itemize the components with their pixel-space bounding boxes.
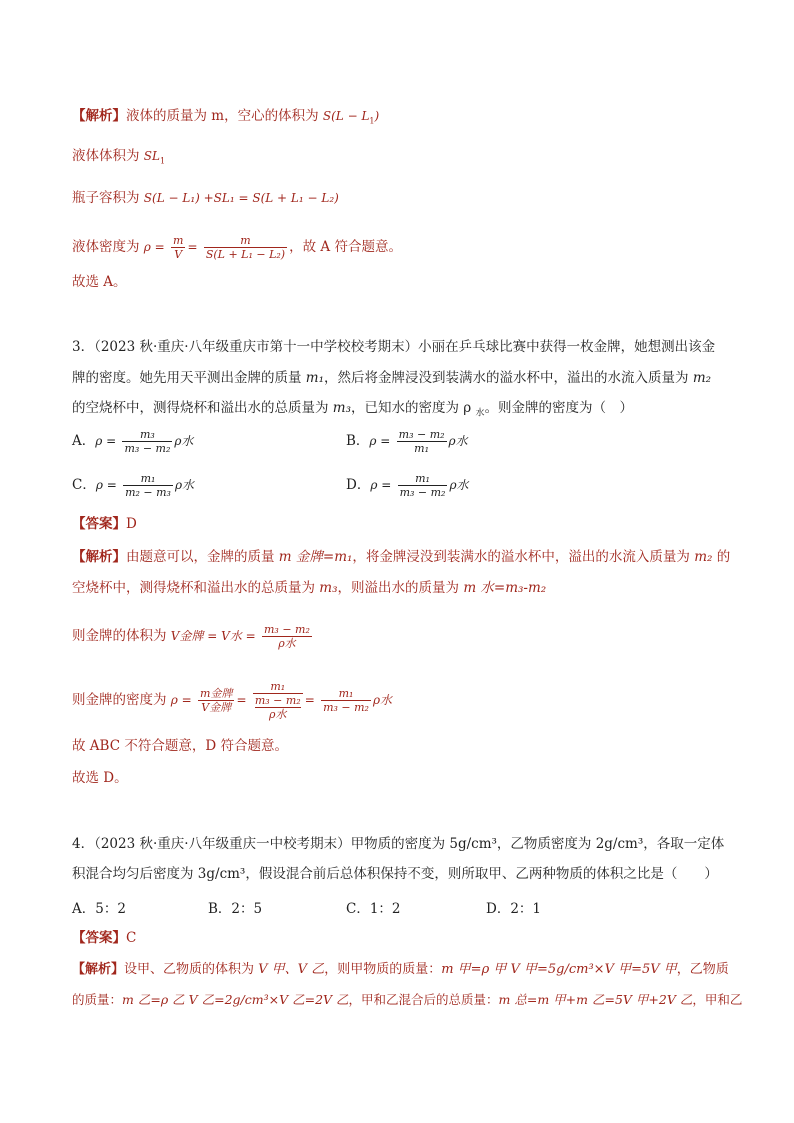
- q3-stem-line-3: 的空烧杯中，测得烧杯和溢出水的总质量为 m₃，已知水的密度为 ρ $_水$。则金牌的密度为（ ）: [72, 400, 634, 419]
- q3-option-d[interactable]: D．ρ = $\frac{\text{m₁}}{\text{m₃ − m₂}}$ ρ水: [346, 472, 469, 499]
- analysis-line-1: 【解析】液体的质量为 m，空心的体积为 $S(L - L_1)$: [72, 108, 380, 126]
- q3-analysis-line-1: 【解析】由题意可以，金牌的质量 m 金牌=m₁，将金牌浸没到装满水的溢水杯中，溢出的水流入质量为 m₂ 的: [72, 549, 731, 565]
- q3-answer: 【答案】D: [72, 516, 137, 532]
- q3-option-b[interactable]: B．ρ = $\frac{\text{m₃ − m₂}}{\text{m₁}}$ ρ水: [346, 428, 468, 455]
- analysis-conclusion: 故选 A。: [72, 274, 127, 290]
- q3-analysis-line-2: 空烧杯中，测得烧杯和溢出水的总质量为 m₃，则溢出水的质量为 m 水=m₃-m₂: [72, 580, 547, 596]
- q4-answer: 【答案】C: [72, 930, 137, 946]
- q4-option-c[interactable]: C．1：2: [346, 901, 401, 917]
- density-fraction-1: $\frac{m}{V}$: [173, 234, 184, 261]
- q3-option-c[interactable]: C．ρ = $\frac{\text{m₁}}{\text{m₂ − m₃}}$ ρ水: [72, 472, 195, 499]
- q4-analysis-line-1: 【解析】设甲、乙物质的体积为 V 甲、V 乙，则甲物质的质量：m 甲=ρ 甲 V 甲=5g/cm³×V 甲=5V 甲，乙物质: [72, 962, 729, 977]
- q4-option-d[interactable]: D．2：1: [486, 901, 542, 917]
- analysis-line-4: 液体密度为 ρ = $\frac{m}{V}$ = $\frac{m}{\text{S(L + L₁ − L₂)}}$ ，故 A 符合题意。: [72, 234, 402, 261]
- q3-density-line: 则金牌的密度为 ρ = $\frac{\text{m金牌}}{\text{V金牌}}$ = m₁ m₃ − m₂ ρ水 = $\frac{\text{m₁}}{\text{m₃ − m₂}}$ ρ水: [72, 680, 393, 721]
- analysis-line-2: 液体体积为 $SL_1$: [72, 148, 166, 166]
- q3-stem-line-1: 3．（2023 秋·重庆·八年级重庆市第十一中学校校考期末）小丽在乒乓球比赛中获得一枚金牌，她想测出该金: [72, 339, 716, 355]
- q4-analysis-line-2: 的质量：m 乙=ρ 乙 V 乙=2g/cm³×V 乙=2V 乙，甲和乙混合后的总质量：m 总=m 甲+m 乙=5V 甲+2V 乙，甲和乙: [72, 992, 743, 1007]
- q3-stem-line-2: 牌的密度。她先用天平测出金牌的质量 m₁，然后将金牌浸没到装满水的溢水杯中，溢出的水流入质量为 m₂: [72, 370, 712, 386]
- q3-option-a[interactable]: A．ρ = $\frac{\text{m₃}}{\text{m₃ − m₂}}$ ρ水: [72, 428, 194, 455]
- density-fraction-2: $\frac{m}{\text{S(L + L₁ − L₂)}}$: [205, 234, 286, 261]
- q3-conclusion-2: 故选 D。: [72, 770, 128, 786]
- q4-option-b[interactable]: B．2：5: [208, 901, 263, 917]
- q3-volume-line: 则金牌的体积为 V金牌 = V水 = $\frac{\text{m₃ − m₂}}{\text{ρ水}}$: [72, 623, 310, 650]
- q4-stem-line-1: 4．（2023 秋·重庆·八年级重庆一中校考期末）甲物质的密度为 5g/cm³，乙物质密度为 2g/cm³，各取一定体: [72, 836, 725, 852]
- analysis-tag: 【解析】: [72, 108, 126, 124]
- q4-option-a[interactable]: A．5：2: [72, 901, 126, 917]
- q4-stem-line-2: 积混合均匀后密度为 3g/cm³，假设混合前后总体积保持不变，则所取甲、乙两种物质的体积之比是（ ）: [72, 866, 718, 882]
- analysis-line-3: 瓶子容积为 S(L − L₁) +SL₁ = S(L + L₁ − L₂): [72, 190, 339, 206]
- q3-conclusion-1: 故 ABC 不符合题意，D 符合题意。: [72, 738, 288, 754]
